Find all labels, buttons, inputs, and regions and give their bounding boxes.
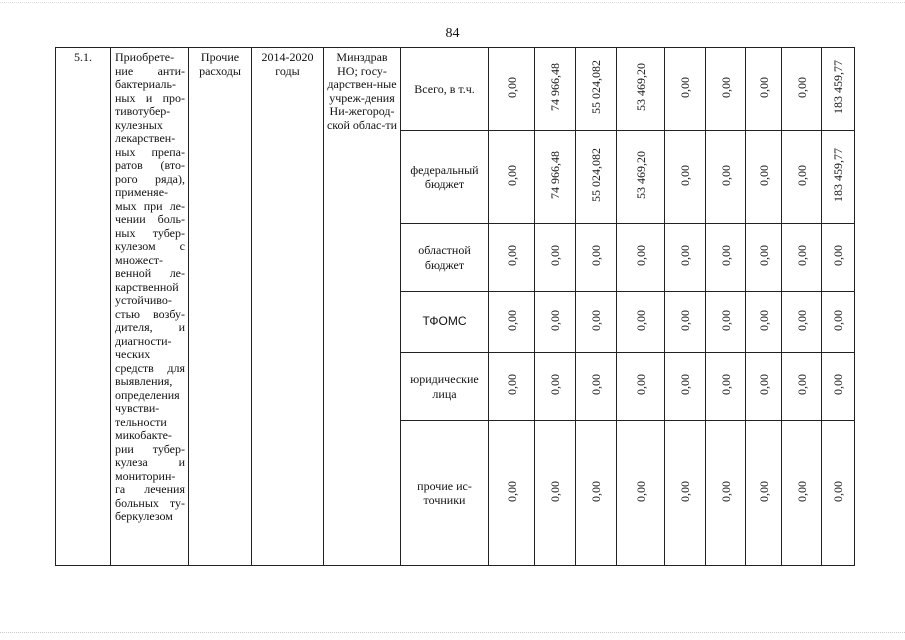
value-cell: 0,00	[746, 224, 782, 292]
value-cell: 183 459,77	[822, 48, 855, 131]
value-cell: 0,00	[617, 292, 665, 353]
source-total: Всего, в т.ч.	[401, 48, 489, 131]
value-cell: 0,00	[746, 48, 782, 131]
page-number: 84	[445, 26, 460, 41]
activity-name: Приобрете-ние анти-бактериаль-ных и про-тивотубер-кулезных лекарствен-ных препа-ратов (вто-рого ряда), применяе-мых при ле-чении боль-ных тубер-кулезом с множест-венной ле-карственной устойчиво-стью возбу-дителя, и диагности-ческих средств для выявления, определения чувстви-тельности микобакте-рии тубер-кулеза и мониторин-га лечения больных ту-беркулезом	[111, 48, 189, 566]
value-cell: 74 966,48	[535, 48, 576, 131]
value-cell: 0,00	[782, 292, 822, 353]
value-cell: 0,00	[489, 353, 535, 421]
value-cell: 183 459,77	[822, 131, 855, 224]
value-cell: 0,00	[576, 353, 617, 421]
value-cell: 0,00	[617, 353, 665, 421]
value-cell: 0,00	[535, 353, 576, 421]
value-cell: 0,00	[489, 48, 535, 131]
value-cell: 0,00	[489, 292, 535, 353]
value-cell: 0,00	[706, 131, 746, 224]
value-cell: 0,00	[746, 353, 782, 421]
value-cell: 0,00	[576, 292, 617, 353]
value-cell: 0,00	[746, 131, 782, 224]
value-cell: 0,00	[822, 292, 855, 353]
value-cell: 0,00	[535, 292, 576, 353]
value-cell: 0,00	[489, 421, 535, 566]
value-cell: 0,00	[489, 224, 535, 292]
value-cell: 0,00	[665, 224, 706, 292]
value-cell: 0,00	[576, 224, 617, 292]
value-cell: 0,00	[822, 421, 855, 566]
top-scan-edge	[0, 2, 905, 4]
row-number: 5.1.	[56, 48, 111, 566]
value-cell: 0,00	[822, 224, 855, 292]
table-row	[56, 48, 855, 131]
value-cell: 0,00	[665, 48, 706, 131]
program-budget-table	[55, 47, 855, 566]
value-cell: 55 024,082	[576, 131, 617, 224]
value-cell: 0,00	[782, 131, 822, 224]
source-other: прочие ис-точники	[401, 421, 489, 566]
value-cell: 0,00	[746, 292, 782, 353]
source-federal: федеральный бюджет	[401, 131, 489, 224]
source-regional: областной бюджет	[401, 224, 489, 292]
value-cell: 0,00	[665, 421, 706, 566]
value-cell: 74 966,48	[535, 131, 576, 224]
expense-type: Прочие расходы	[189, 48, 252, 566]
value-cell: 0,00	[746, 421, 782, 566]
value-cell: 0,00	[782, 353, 822, 421]
value-cell: 53 469,20	[617, 48, 665, 131]
value-cell: 0,00	[782, 421, 822, 566]
value-cell: 55 024,082	[576, 48, 617, 131]
value-cell: 0,00	[782, 48, 822, 131]
value-cell: 0,00	[576, 421, 617, 566]
source-legal-entities: юридические лица	[401, 353, 489, 421]
value-cell: 0,00	[822, 353, 855, 421]
executor: Минздрав НО; госу-дарствен-ные учреж-дения Ни-жегород-ской облас-ти	[324, 48, 401, 566]
value-cell: 0,00	[535, 224, 576, 292]
bottom-scan-edge	[0, 632, 905, 634]
value-cell: 0,00	[782, 224, 822, 292]
value-cell: 0,00	[706, 353, 746, 421]
value-cell: 53 469,20	[617, 131, 665, 224]
value-cell: 0,00	[665, 131, 706, 224]
value-cell: 0,00	[706, 292, 746, 353]
value-cell: 0,00	[706, 48, 746, 131]
value-cell: 0,00	[665, 353, 706, 421]
implementation-period: 2014-2020 годы	[252, 48, 324, 566]
value-cell: 0,00	[489, 131, 535, 224]
value-cell: 0,00	[617, 421, 665, 566]
value-cell: 0,00	[706, 421, 746, 566]
value-cell: 0,00	[535, 421, 576, 566]
source-tfoms: ТФОМС	[401, 292, 489, 353]
value-cell: 0,00	[617, 224, 665, 292]
value-cell: 0,00	[665, 292, 706, 353]
value-cell: 0,00	[706, 224, 746, 292]
